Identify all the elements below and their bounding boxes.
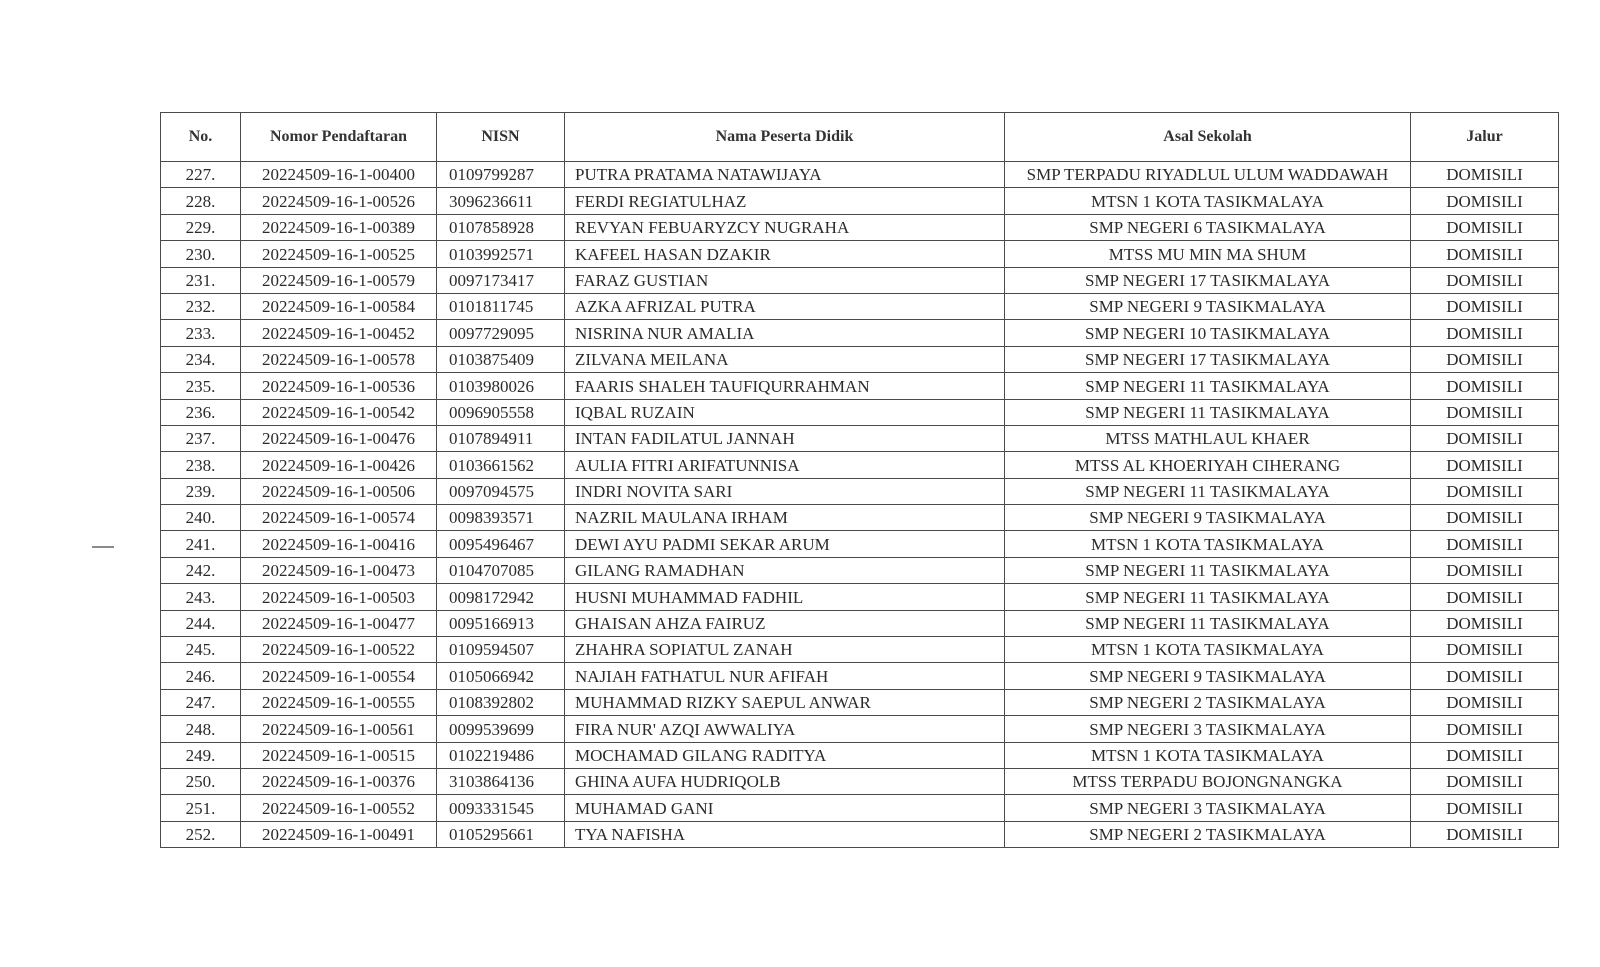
cell-admission-path: DOMISILI bbox=[1411, 478, 1559, 504]
cell-registration-number: 20224509-16-1-00400 bbox=[241, 162, 437, 188]
cell-student-name: HUSNI MUHAMMAD FADHIL bbox=[565, 584, 1005, 610]
cell-student-name: TYA NAFISHA bbox=[565, 821, 1005, 847]
cell-no: 244. bbox=[161, 610, 241, 636]
cell-registration-number: 20224509-16-1-00503 bbox=[241, 584, 437, 610]
cell-origin-school: SMP NEGERI 2 TASIKMALAYA bbox=[1005, 689, 1411, 715]
cell-student-name: ZHAHRA SOPIATUL ZANAH bbox=[565, 637, 1005, 663]
cell-no: 249. bbox=[161, 742, 241, 768]
cell-origin-school: SMP NEGERI 9 TASIKMALAYA bbox=[1005, 293, 1411, 319]
cell-no: 248. bbox=[161, 716, 241, 742]
cell-nisn: 0093331545 bbox=[437, 795, 565, 821]
cell-admission-path: DOMISILI bbox=[1411, 637, 1559, 663]
cell-origin-school: MTSS TERPADU BOJONGNANGKA bbox=[1005, 768, 1411, 794]
table-row bbox=[161, 637, 1559, 663]
cell-admission-path: DOMISILI bbox=[1411, 293, 1559, 319]
cell-origin-school: SMP NEGERI 10 TASIKMALAYA bbox=[1005, 320, 1411, 346]
cell-no: 239. bbox=[161, 478, 241, 504]
header-registration-number: Nomor Pendaftaran bbox=[241, 113, 437, 162]
cell-nisn: 0102219486 bbox=[437, 742, 565, 768]
cell-origin-school: MTSS MATHLAUL KHAER bbox=[1005, 425, 1411, 451]
table-row bbox=[161, 241, 1559, 267]
cell-no: 235. bbox=[161, 373, 241, 399]
cell-nisn: 0098172942 bbox=[437, 584, 565, 610]
cell-admission-path: DOMISILI bbox=[1411, 162, 1559, 188]
scan-margin-mark bbox=[92, 546, 114, 548]
table-row bbox=[161, 584, 1559, 610]
table-row bbox=[161, 399, 1559, 425]
cell-no: 241. bbox=[161, 531, 241, 557]
cell-nisn: 0104707085 bbox=[437, 557, 565, 583]
cell-nisn: 0105295661 bbox=[437, 821, 565, 847]
cell-registration-number: 20224509-16-1-00506 bbox=[241, 478, 437, 504]
header-admission-path: Jalur bbox=[1411, 113, 1559, 162]
cell-no: 234. bbox=[161, 346, 241, 372]
table-header bbox=[161, 113, 1559, 162]
table-row bbox=[161, 425, 1559, 451]
cell-registration-number: 20224509-16-1-00552 bbox=[241, 795, 437, 821]
cell-nisn: 0103992571 bbox=[437, 241, 565, 267]
cell-registration-number: 20224509-16-1-00554 bbox=[241, 663, 437, 689]
cell-no: 240. bbox=[161, 505, 241, 531]
cell-admission-path: DOMISILI bbox=[1411, 399, 1559, 425]
cell-nisn: 0103661562 bbox=[437, 452, 565, 478]
cell-student-name: MUHAMMAD RIZKY SAEPUL ANWAR bbox=[565, 689, 1005, 715]
cell-origin-school: SMP NEGERI 2 TASIKMALAYA bbox=[1005, 821, 1411, 847]
cell-admission-path: DOMISILI bbox=[1411, 267, 1559, 293]
cell-admission-path: DOMISILI bbox=[1411, 425, 1559, 451]
cell-student-name: AULIA FITRI ARIFATUNNISA bbox=[565, 452, 1005, 478]
cell-origin-school: SMP NEGERI 9 TASIKMALAYA bbox=[1005, 663, 1411, 689]
cell-student-name: KAFEEL HASAN DZAKIR bbox=[565, 241, 1005, 267]
table-row bbox=[161, 505, 1559, 531]
cell-nisn: 0101811745 bbox=[437, 293, 565, 319]
cell-admission-path: DOMISILI bbox=[1411, 452, 1559, 478]
cell-student-name: FERDI REGIATULHAZ bbox=[565, 188, 1005, 214]
cell-student-name: FAARIS SHALEH TAUFIQURRAHMAN bbox=[565, 373, 1005, 399]
cell-origin-school: SMP NEGERI 11 TASIKMALAYA bbox=[1005, 610, 1411, 636]
cell-admission-path: DOMISILI bbox=[1411, 795, 1559, 821]
header-student-name: Nama Peserta Didik bbox=[565, 113, 1005, 162]
cell-student-name: GILANG RAMADHAN bbox=[565, 557, 1005, 583]
cell-registration-number: 20224509-16-1-00526 bbox=[241, 188, 437, 214]
cell-no: 227. bbox=[161, 162, 241, 188]
cell-admission-path: DOMISILI bbox=[1411, 214, 1559, 240]
table-row bbox=[161, 267, 1559, 293]
cell-nisn: 0097729095 bbox=[437, 320, 565, 346]
cell-nisn: 0095166913 bbox=[437, 610, 565, 636]
cell-registration-number: 20224509-16-1-00525 bbox=[241, 241, 437, 267]
cell-registration-number: 20224509-16-1-00473 bbox=[241, 557, 437, 583]
cell-origin-school: SMP NEGERI 3 TASIKMALAYA bbox=[1005, 795, 1411, 821]
cell-origin-school: SMP NEGERI 3 TASIKMALAYA bbox=[1005, 716, 1411, 742]
cell-origin-school: MTSN 1 KOTA TASIKMALAYA bbox=[1005, 742, 1411, 768]
cell-admission-path: DOMISILI bbox=[1411, 241, 1559, 267]
cell-admission-path: DOMISILI bbox=[1411, 373, 1559, 399]
header-nisn: NISN bbox=[437, 113, 565, 162]
cell-admission-path: DOMISILI bbox=[1411, 188, 1559, 214]
cell-registration-number: 20224509-16-1-00536 bbox=[241, 373, 437, 399]
cell-registration-number: 20224509-16-1-00491 bbox=[241, 821, 437, 847]
cell-student-name: MUHAMAD GANI bbox=[565, 795, 1005, 821]
cell-nisn: 0103980026 bbox=[437, 373, 565, 399]
cell-nisn: 0097173417 bbox=[437, 267, 565, 293]
cell-origin-school: MTSS AL KHOERIYAH CIHERANG bbox=[1005, 452, 1411, 478]
cell-student-name: MOCHAMAD GILANG RADITYA bbox=[565, 742, 1005, 768]
cell-no: 238. bbox=[161, 452, 241, 478]
cell-student-name: NAZRIL MAULANA IRHAM bbox=[565, 505, 1005, 531]
table-row bbox=[161, 610, 1559, 636]
cell-no: 243. bbox=[161, 584, 241, 610]
cell-student-name: FARAZ GUSTIAN bbox=[565, 267, 1005, 293]
table-row bbox=[161, 293, 1559, 319]
table-row bbox=[161, 346, 1559, 372]
cell-origin-school: SMP NEGERI 11 TASIKMALAYA bbox=[1005, 399, 1411, 425]
cell-nisn: 3103864136 bbox=[437, 768, 565, 794]
cell-no: 232. bbox=[161, 293, 241, 319]
cell-no: 245. bbox=[161, 637, 241, 663]
cell-nisn: 0097094575 bbox=[437, 478, 565, 504]
cell-no: 230. bbox=[161, 241, 241, 267]
table-row bbox=[161, 716, 1559, 742]
cell-nisn: 0099539699 bbox=[437, 716, 565, 742]
cell-no: 250. bbox=[161, 768, 241, 794]
cell-registration-number: 20224509-16-1-00389 bbox=[241, 214, 437, 240]
cell-nisn: 0109799287 bbox=[437, 162, 565, 188]
cell-registration-number: 20224509-16-1-00476 bbox=[241, 425, 437, 451]
cell-registration-number: 20224509-16-1-00574 bbox=[241, 505, 437, 531]
cell-no: 236. bbox=[161, 399, 241, 425]
cell-origin-school: SMP NEGERI 11 TASIKMALAYA bbox=[1005, 478, 1411, 504]
cell-registration-number: 20224509-16-1-00376 bbox=[241, 768, 437, 794]
cell-registration-number: 20224509-16-1-00584 bbox=[241, 293, 437, 319]
table-row bbox=[161, 478, 1559, 504]
cell-no: 251. bbox=[161, 795, 241, 821]
cell-admission-path: DOMISILI bbox=[1411, 821, 1559, 847]
cell-origin-school: SMP NEGERI 11 TASIKMALAYA bbox=[1005, 584, 1411, 610]
cell-registration-number: 20224509-16-1-00426 bbox=[241, 452, 437, 478]
cell-no: 228. bbox=[161, 188, 241, 214]
cell-admission-path: DOMISILI bbox=[1411, 584, 1559, 610]
cell-no: 233. bbox=[161, 320, 241, 346]
table-row bbox=[161, 531, 1559, 557]
cell-origin-school: SMP NEGERI 6 TASIKMALAYA bbox=[1005, 214, 1411, 240]
table-row bbox=[161, 214, 1559, 240]
header-no: No. bbox=[161, 113, 241, 162]
table-row bbox=[161, 821, 1559, 847]
cell-registration-number: 20224509-16-1-00515 bbox=[241, 742, 437, 768]
cell-student-name: DEWI AYU PADMI SEKAR ARUM bbox=[565, 531, 1005, 557]
table-row bbox=[161, 188, 1559, 214]
cell-registration-number: 20224509-16-1-00522 bbox=[241, 637, 437, 663]
cell-origin-school: MTSS MU MIN MA SHUM bbox=[1005, 241, 1411, 267]
cell-nisn: 0108392802 bbox=[437, 689, 565, 715]
cell-origin-school: SMP NEGERI 17 TASIKMALAYA bbox=[1005, 346, 1411, 372]
header-row bbox=[161, 113, 1559, 162]
table-row bbox=[161, 373, 1559, 399]
cell-nisn: 0105066942 bbox=[437, 663, 565, 689]
cell-admission-path: DOMISILI bbox=[1411, 716, 1559, 742]
table-row bbox=[161, 742, 1559, 768]
cell-nisn: 0109594507 bbox=[437, 637, 565, 663]
cell-registration-number: 20224509-16-1-00561 bbox=[241, 716, 437, 742]
cell-no: 242. bbox=[161, 557, 241, 583]
cell-student-name: REVYAN FEBUARYZCY NUGRAHA bbox=[565, 214, 1005, 240]
table-row bbox=[161, 689, 1559, 715]
table-row bbox=[161, 452, 1559, 478]
cell-origin-school: SMP NEGERI 17 TASIKMALAYA bbox=[1005, 267, 1411, 293]
cell-nisn: 0098393571 bbox=[437, 505, 565, 531]
cell-admission-path: DOMISILI bbox=[1411, 742, 1559, 768]
cell-no: 252. bbox=[161, 821, 241, 847]
registration-table bbox=[160, 112, 1559, 848]
cell-admission-path: DOMISILI bbox=[1411, 531, 1559, 557]
table-row bbox=[161, 768, 1559, 794]
cell-origin-school: SMP TERPADU RIYADLUL ULUM WADDAWAH bbox=[1005, 162, 1411, 188]
cell-origin-school: SMP NEGERI 11 TASIKMALAYA bbox=[1005, 373, 1411, 399]
table-row bbox=[161, 557, 1559, 583]
cell-registration-number: 20224509-16-1-00578 bbox=[241, 346, 437, 372]
cell-admission-path: DOMISILI bbox=[1411, 663, 1559, 689]
cell-admission-path: DOMISILI bbox=[1411, 505, 1559, 531]
cell-admission-path: DOMISILI bbox=[1411, 320, 1559, 346]
cell-student-name: NAJIAH FATHATUL NUR AFIFAH bbox=[565, 663, 1005, 689]
cell-admission-path: DOMISILI bbox=[1411, 689, 1559, 715]
table-row bbox=[161, 162, 1559, 188]
cell-student-name: PUTRA PRATAMA NATAWIJAYA bbox=[565, 162, 1005, 188]
cell-registration-number: 20224509-16-1-00477 bbox=[241, 610, 437, 636]
cell-registration-number: 20224509-16-1-00579 bbox=[241, 267, 437, 293]
table-row bbox=[161, 795, 1559, 821]
cell-nisn: 0107858928 bbox=[437, 214, 565, 240]
cell-student-name: INDRI NOVITA SARI bbox=[565, 478, 1005, 504]
cell-student-name: GHAISAN AHZA FAIRUZ bbox=[565, 610, 1005, 636]
cell-student-name: NISRINA NUR AMALIA bbox=[565, 320, 1005, 346]
cell-student-name: ZILVANA MEILANA bbox=[565, 346, 1005, 372]
cell-nisn: 3096236611 bbox=[437, 188, 565, 214]
table-row bbox=[161, 320, 1559, 346]
cell-student-name: GHINA AUFA HUDRIQOLB bbox=[565, 768, 1005, 794]
cell-no: 237. bbox=[161, 425, 241, 451]
cell-no: 229. bbox=[161, 214, 241, 240]
cell-origin-school: SMP NEGERI 9 TASIKMALAYA bbox=[1005, 505, 1411, 531]
cell-registration-number: 20224509-16-1-00555 bbox=[241, 689, 437, 715]
table-row bbox=[161, 663, 1559, 689]
cell-student-name: IQBAL RUZAIN bbox=[565, 399, 1005, 425]
cell-no: 247. bbox=[161, 689, 241, 715]
cell-admission-path: DOMISILI bbox=[1411, 768, 1559, 794]
cell-registration-number: 20224509-16-1-00542 bbox=[241, 399, 437, 425]
cell-admission-path: DOMISILI bbox=[1411, 346, 1559, 372]
header-origin-school: Asal Sekolah bbox=[1005, 113, 1411, 162]
cell-no: 231. bbox=[161, 267, 241, 293]
cell-nisn: 0096905558 bbox=[437, 399, 565, 425]
cell-student-name: AZKA AFRIZAL PUTRA bbox=[565, 293, 1005, 319]
cell-admission-path: DOMISILI bbox=[1411, 610, 1559, 636]
cell-registration-number: 20224509-16-1-00452 bbox=[241, 320, 437, 346]
cell-origin-school: MTSN 1 KOTA TASIKMALAYA bbox=[1005, 531, 1411, 557]
cell-student-name: FIRA NUR' AZQI AWWALIYA bbox=[565, 716, 1005, 742]
cell-student-name: INTAN FADILATUL JANNAH bbox=[565, 425, 1005, 451]
cell-origin-school: MTSN 1 KOTA TASIKMALAYA bbox=[1005, 188, 1411, 214]
cell-nisn: 0107894911 bbox=[437, 425, 565, 451]
cell-origin-school: SMP NEGERI 11 TASIKMALAYA bbox=[1005, 557, 1411, 583]
cell-origin-school: MTSN 1 KOTA TASIKMALAYA bbox=[1005, 637, 1411, 663]
table-body bbox=[161, 162, 1559, 848]
cell-registration-number: 20224509-16-1-00416 bbox=[241, 531, 437, 557]
cell-admission-path: DOMISILI bbox=[1411, 557, 1559, 583]
cell-no: 246. bbox=[161, 663, 241, 689]
cell-nisn: 0103875409 bbox=[437, 346, 565, 372]
cell-nisn: 0095496467 bbox=[437, 531, 565, 557]
